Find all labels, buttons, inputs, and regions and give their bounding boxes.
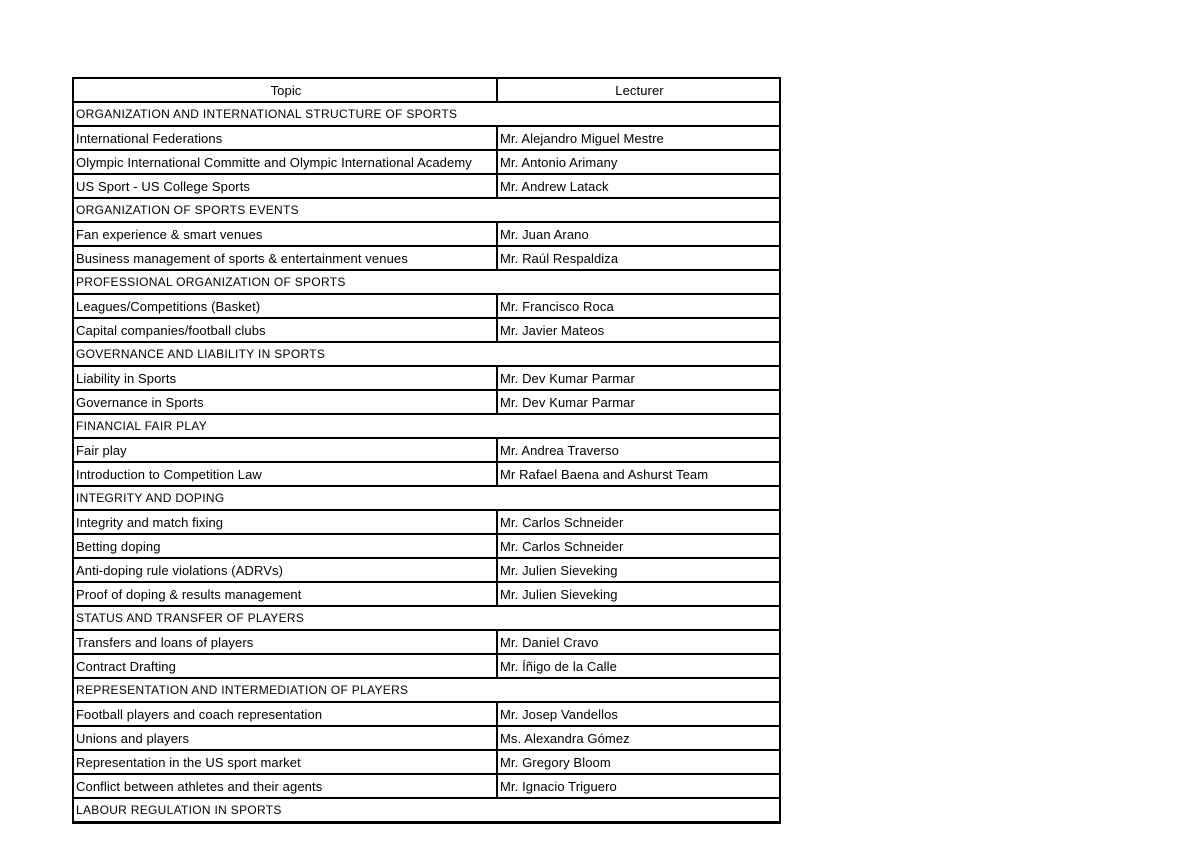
topic-cell: Leagues/Competitions (Basket) — [73, 294, 497, 318]
topic-cell: Representation in the US sport market — [73, 750, 497, 774]
section-title: LABOUR REGULATION IN SPORTS — [73, 798, 780, 823]
lecturer-cell: Mr. Francisco Roca — [497, 294, 780, 318]
table-row — [73, 462, 780, 486]
table-row — [73, 654, 780, 678]
table-row — [73, 390, 780, 414]
topic-cell: Liability in Sports — [73, 366, 497, 390]
topic-cell: Capital companies/football clubs — [73, 318, 497, 342]
section-title: REPRESENTATION AND INTERMEDIATION OF PLAYERS — [73, 678, 780, 702]
topic-cell: Introduction to Competition Law — [73, 462, 497, 486]
lecturer-cell: Mr. Alejandro Miguel Mestre — [497, 126, 780, 150]
section-row — [73, 102, 780, 126]
course-schedule-table — [72, 77, 781, 824]
lecturer-cell: Mr. Íñigo de la Calle — [497, 654, 780, 678]
lecturer-column-header: Lecturer — [497, 78, 780, 102]
lecturer-cell: Mr. Julien Sieveking — [497, 582, 780, 606]
lecturer-cell: Mr. Dev Kumar Parmar — [497, 390, 780, 414]
lecturer-cell: Mr. Daniel Cravo — [497, 630, 780, 654]
table-row — [73, 630, 780, 654]
table-row — [73, 774, 780, 798]
lecturer-cell: Mr. Andrew Latack — [497, 174, 780, 198]
lecturer-cell: Mr. Gregory Bloom — [497, 750, 780, 774]
section-row — [73, 414, 780, 438]
section-row — [73, 270, 780, 294]
topic-cell: Governance in Sports — [73, 390, 497, 414]
table-row — [73, 534, 780, 558]
topic-cell: Olympic International Committe and Olympic International Academy — [73, 150, 497, 174]
lecturer-cell: Mr. Raúl Respaldiza — [497, 246, 780, 270]
topic-column-header: Topic — [73, 78, 497, 102]
topic-cell: Business management of sports & entertainment venues — [73, 246, 497, 270]
table-row — [73, 150, 780, 174]
topic-cell: Integrity and match fixing — [73, 510, 497, 534]
lecturer-cell: Mr. Carlos Schneider — [497, 534, 780, 558]
table-row — [73, 222, 780, 246]
topic-cell: US Sport - US College Sports — [73, 174, 497, 198]
table-row — [73, 582, 780, 606]
lecturer-cell: Mr. Antonio Arimany — [497, 150, 780, 174]
table-header-row — [73, 78, 780, 102]
topic-cell: Football players and coach representation — [73, 702, 497, 726]
lecturer-cell: Mr. Josep Vandellos — [497, 702, 780, 726]
table-row — [73, 750, 780, 774]
topic-cell: Fair play — [73, 438, 497, 462]
lecturer-cell: Mr. Ignacio Triguero — [497, 774, 780, 798]
table-row — [73, 318, 780, 342]
section-row — [73, 198, 780, 222]
table-row — [73, 366, 780, 390]
section-title: INTEGRITY AND DOPING — [73, 486, 780, 510]
table-row — [73, 246, 780, 270]
table-row — [73, 702, 780, 726]
table-row — [73, 438, 780, 462]
table-row — [73, 174, 780, 198]
section-title: ORGANIZATION OF SPORTS EVENTS — [73, 198, 780, 222]
topic-cell: Fan experience & smart venues — [73, 222, 497, 246]
lecturer-cell: Mr Rafael Baena and Ashurst Team — [497, 462, 780, 486]
section-row — [73, 342, 780, 366]
section-row — [73, 798, 780, 823]
section-row — [73, 606, 780, 630]
section-title: GOVERNANCE AND LIABILITY IN SPORTS — [73, 342, 780, 366]
topic-cell: Proof of doping & results management — [73, 582, 497, 606]
table-row — [73, 510, 780, 534]
lecturer-cell: Ms. Alexandra Gómez — [497, 726, 780, 750]
lecturer-cell: Mr. Javier Mateos — [497, 318, 780, 342]
section-title: FINANCIAL FAIR PLAY — [73, 414, 780, 438]
section-row — [73, 486, 780, 510]
topic-cell: Transfers and loans of players — [73, 630, 497, 654]
table-row — [73, 126, 780, 150]
lecturer-cell: Mr. Carlos Schneider — [497, 510, 780, 534]
section-title: ORGANIZATION AND INTERNATIONAL STRUCTURE OF SPORTS — [73, 102, 780, 126]
section-title: STATUS AND TRANSFER OF PLAYERS — [73, 606, 780, 630]
topic-cell: Conflict between athletes and their agents — [73, 774, 497, 798]
lecturer-cell: Mr. Dev Kumar Parmar — [497, 366, 780, 390]
topic-cell: Contract Drafting — [73, 654, 497, 678]
topic-cell: Unions and players — [73, 726, 497, 750]
topic-cell: International Federations — [73, 126, 497, 150]
lecturer-cell: Mr. Julien Sieveking — [497, 558, 780, 582]
table-row — [73, 726, 780, 750]
table-row — [73, 294, 780, 318]
lecturer-cell: Mr. Juan Arano — [497, 222, 780, 246]
lecturer-cell: Mr. Andrea Traverso — [497, 438, 780, 462]
table-row — [73, 558, 780, 582]
topic-cell: Anti-doping rule violations (ADRVs) — [73, 558, 497, 582]
section-title: PROFESSIONAL ORGANIZATION OF SPORTS — [73, 270, 780, 294]
section-row — [73, 678, 780, 702]
topic-cell: Betting doping — [73, 534, 497, 558]
